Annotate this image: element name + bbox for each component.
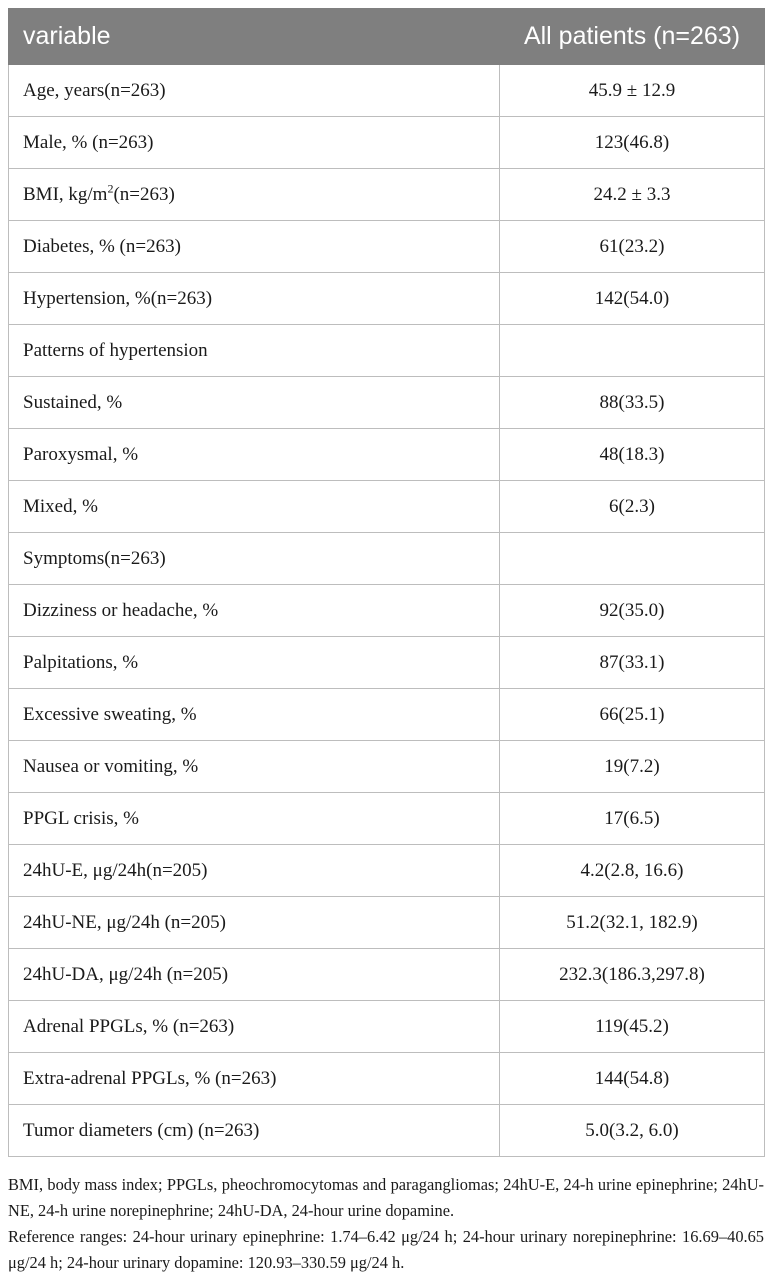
table-row <box>9 221 765 273</box>
table-row <box>9 585 765 637</box>
table-row <box>9 273 765 325</box>
row-value: 17(6.5) <box>500 793 765 845</box>
table-header <box>9 9 765 65</box>
row-value: 142(54.0) <box>500 273 765 325</box>
row-label: Paroxysmal, % <box>9 429 500 481</box>
row-value: 4.2(2.8, 16.6) <box>500 845 765 897</box>
row-label: Nausea or vomiting, % <box>9 741 500 793</box>
row-value: 123(46.8) <box>500 117 765 169</box>
table-row <box>9 949 765 1001</box>
table-row <box>9 481 765 533</box>
table-row <box>9 377 765 429</box>
row-value: 144(54.8) <box>500 1053 765 1105</box>
row-value: 24.2 ± 3.3 <box>500 169 765 221</box>
row-label: PPGL crisis, % <box>9 793 500 845</box>
abbreviations-note: BMI, body mass index; PPGLs, pheochromocytomas and paragangliomas; 24hU-E, 24-h urine epinephrine; 24hU-NE, 24-h urine norepinephrine; 24hU-DA, 24-hour urine dopamine. <box>8 1175 764 1220</box>
table-row <box>9 533 765 585</box>
row-label: Age, years(n=263) <box>9 65 500 117</box>
row-value: 51.2(32.1, 182.9) <box>500 897 765 949</box>
row-value: 45.9 ± 12.9 <box>500 65 765 117</box>
row-value: 119(45.2) <box>500 1001 765 1053</box>
table-row <box>9 429 765 481</box>
row-label: Patterns of hypertension <box>9 325 500 377</box>
row-label: Hypertension, %(n=263) <box>9 273 500 325</box>
patient-characteristics-table <box>8 8 765 1157</box>
table-row <box>9 793 765 845</box>
table-row <box>9 897 765 949</box>
table-row <box>9 741 765 793</box>
row-value: 88(33.5) <box>500 377 765 429</box>
table-footnotes <box>8 1172 764 1276</box>
row-label: Diabetes, % (n=263) <box>9 221 500 273</box>
row-value: 61(23.2) <box>500 221 765 273</box>
table-row <box>9 637 765 689</box>
row-label: Symptoms(n=263) <box>9 533 500 585</box>
row-value <box>500 325 765 377</box>
row-label: 24hU-E, μg/24h(n=205) <box>9 845 500 897</box>
table-row <box>9 845 765 897</box>
row-label: Male, % (n=263) <box>9 117 500 169</box>
row-label: Excessive sweating, % <box>9 689 500 741</box>
row-value: 48(18.3) <box>500 429 765 481</box>
row-value: 6(2.3) <box>500 481 765 533</box>
table-row <box>9 65 765 117</box>
row-label: 24hU-NE, μg/24h (n=205) <box>9 897 500 949</box>
row-label: Dizziness or headache, % <box>9 585 500 637</box>
header-variable: variable <box>9 9 500 65</box>
row-label: Sustained, % <box>9 377 500 429</box>
patient-characteristics-table-container <box>8 8 764 1157</box>
table-row <box>9 169 765 221</box>
table-body <box>9 65 765 1157</box>
table-row <box>9 325 765 377</box>
row-value: 87(33.1) <box>500 637 765 689</box>
row-label: Palpitations, % <box>9 637 500 689</box>
header-all-patients: All patients (n=263) <box>500 9 765 65</box>
table-row <box>9 1105 765 1157</box>
table-row <box>9 1001 765 1053</box>
row-value <box>500 533 765 585</box>
row-label: 24hU-DA, μg/24h (n=205) <box>9 949 500 1001</box>
table-row <box>9 117 765 169</box>
table-row <box>9 1053 765 1105</box>
superscript: 2 <box>107 181 114 196</box>
row-value: 66(25.1) <box>500 689 765 741</box>
row-label: Extra-adrenal PPGLs, % (n=263) <box>9 1053 500 1105</box>
row-label <box>9 169 500 221</box>
row-value: 19(7.2) <box>500 741 765 793</box>
row-value: 232.3(186.3,297.8) <box>500 949 765 1001</box>
row-label: Adrenal PPGLs, % (n=263) <box>9 1001 500 1053</box>
row-label: Mixed, % <box>9 481 500 533</box>
row-label-text: BMI, kg/m <box>23 183 108 205</box>
row-value: 5.0(3.2, 6.0) <box>500 1105 765 1157</box>
row-value: 92(35.0) <box>500 585 765 637</box>
header-row <box>9 9 765 65</box>
table-row <box>9 689 765 741</box>
row-label: Tumor diameters (cm) (n=263) <box>9 1105 500 1157</box>
row-label-text: (n=263) <box>113 183 175 205</box>
reference-ranges-note: Reference ranges: 24-hour urinary epinephrine: 1.74–6.42 μg/24 h; 24-hour urinary norepinephrine: 16.69–40.65 μg/24 h; 24-hour urinary dopamine: 120.93–330.59 μg/24 h. <box>8 1227 764 1272</box>
